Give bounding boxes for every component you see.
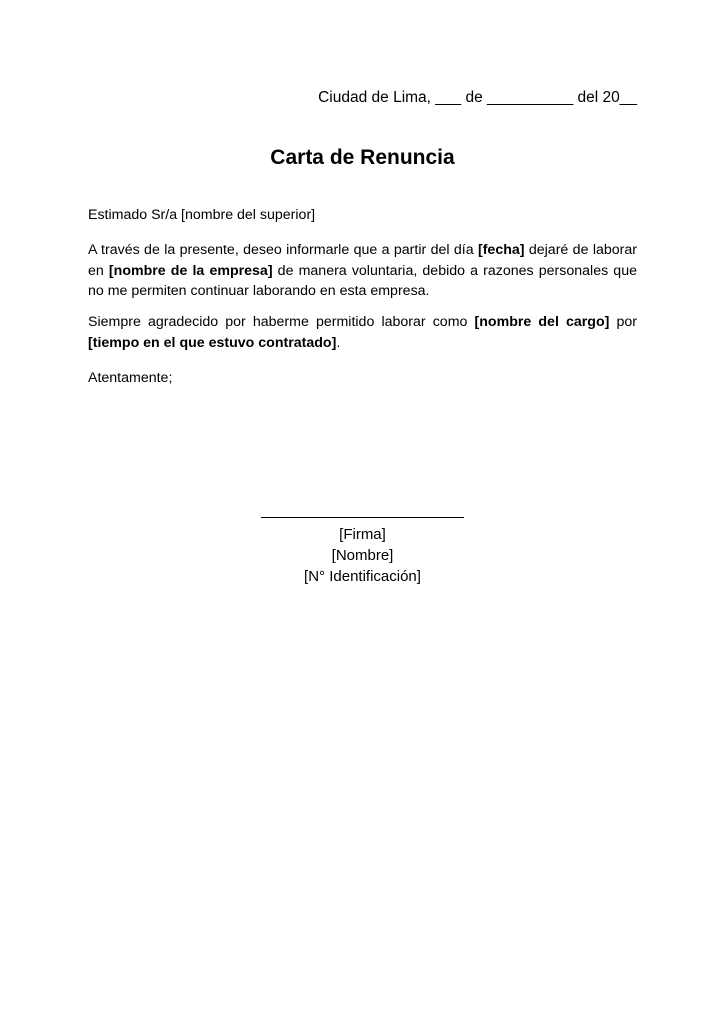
placeholder-nombre-empresa: [nombre de la empresa]: [108, 262, 273, 279]
paragraph-1-text-2: dejaré de laborar en: [88, 242, 637, 279]
date-line: Ciudad de Lima, ___ de __________ del 20__: [318, 89, 637, 106]
paragraph-1-text-1: A través de la presente, deseo informarle que a partir del día: [88, 242, 478, 258]
paragraph-2-text-1: Siempre agradecido por haberme permitido laborar como: [88, 314, 475, 330]
body-paragraph-2: [88, 312, 637, 353]
paragraph-2-text-2: por: [609, 314, 637, 330]
signature-line: [261, 517, 464, 518]
placeholder-fecha: [fecha]: [477, 242, 525, 258]
signature-block: [0, 505, 725, 587]
paragraph-2-text-3: .: [336, 334, 341, 351]
body-paragraph-1: [88, 240, 637, 302]
signature-firma: [Firma]: [339, 526, 386, 543]
placeholder-nombre-cargo: [nombre del cargo]: [474, 314, 610, 330]
signature-nombre: [Nombre]: [331, 547, 394, 564]
signature-identificacion: [N° Identificación]: [304, 568, 421, 585]
closing: Atentamente;: [88, 370, 173, 386]
placeholder-tiempo-contratado: [tiempo en el que estuvo contratado]: [88, 334, 337, 351]
letter-title: Carta de Renuncia: [270, 146, 455, 169]
salutation: Estimado Sr/a [nombre del superior]: [88, 207, 316, 223]
paragraph-1-text-3: de manera voluntaria, debido a razones personales que no me permiten continuar laborando en esta empresa.: [88, 262, 637, 299]
